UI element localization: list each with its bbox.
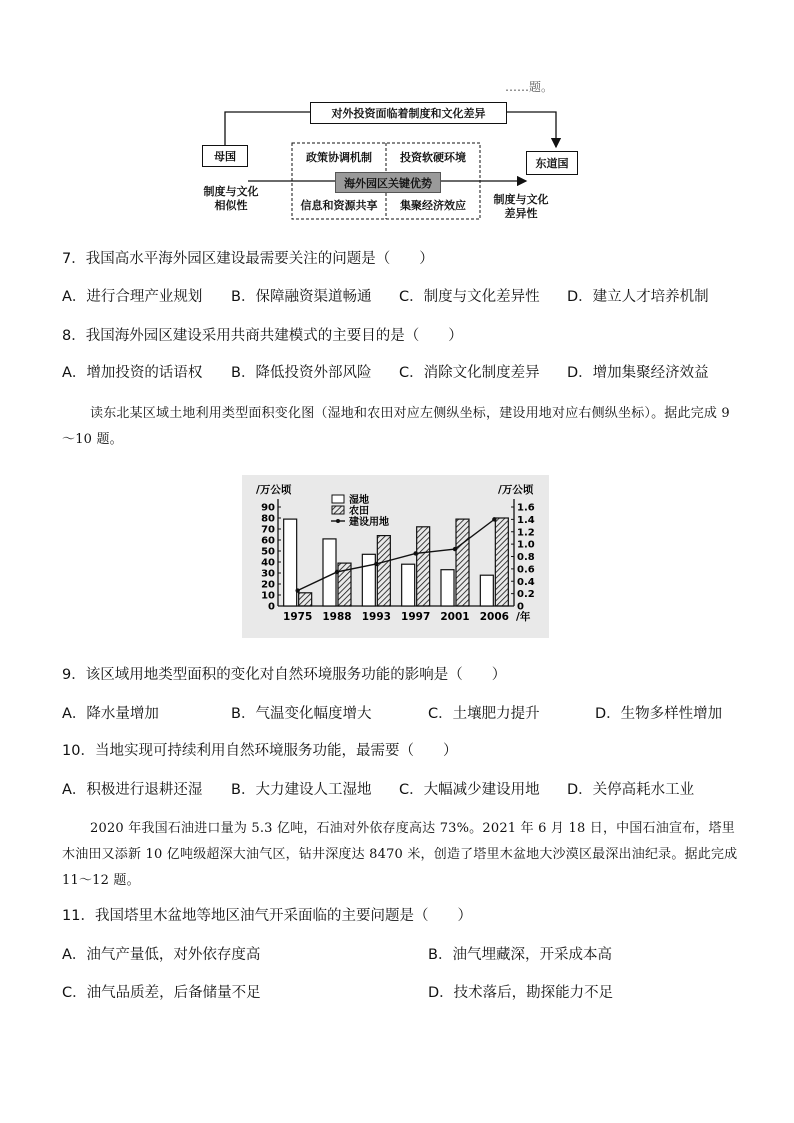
park-diagram (200, 95, 580, 225)
x-tick-label: 1997 (401, 611, 431, 623)
legend-label-farmland: 农田 (349, 506, 369, 517)
x-tick-label: 1988 (322, 611, 352, 623)
left-axis-label: /万公顷 (256, 484, 292, 496)
question-10-option-b: B．大力建设人工湿地 (231, 782, 372, 798)
question-8-option-b: B．降低投资外部风险 (231, 365, 372, 381)
diagram-left-label (200, 185, 262, 213)
question-8-stem: 8．我国海外园区建设采用共商共建模式的主要目的是（ ） (62, 328, 463, 344)
bar-wetland (480, 575, 493, 606)
point-construction-land (492, 517, 496, 521)
point-construction-land (295, 588, 299, 592)
bar-farmland (456, 519, 469, 606)
x-tick-label: 2006 (479, 611, 509, 623)
x-tick-label: 1975 (283, 611, 313, 623)
question-7-option-c: C．制度与文化差异性 (399, 289, 540, 305)
legend-label-construction: 建设用地 (349, 517, 389, 528)
diagram-right-label (490, 193, 552, 221)
diagram-cell-environment: 投资软硬环境 (400, 151, 466, 164)
question-9-option-c: C．土壤肥力提升 (428, 706, 540, 722)
question-7-option-b: B．保障融资渠道畅通 (231, 289, 372, 305)
right-axis-label: /万公顷 (498, 484, 534, 496)
question-10-option-c: C．大幅减少建设用地 (399, 782, 540, 798)
diagram-left-label-line2: 相似性 (214, 199, 248, 212)
left-tick-label: 0 (268, 601, 275, 613)
question-8-option-c: C．消除文化制度差异 (399, 365, 540, 381)
legend-marker-construction (336, 519, 340, 523)
diagram-top-box: 对外投资面临着制度和文化差异 (310, 102, 507, 124)
x-tick-label: 1993 (361, 611, 391, 623)
page-fragment: ……题。 (505, 80, 554, 94)
land-use-chart-svg (242, 475, 549, 638)
legend-swatch-wetland (332, 495, 344, 503)
passage-oil: 2020 年我国石油进口量为 5.3 亿吨，石油对外依存度高达 73%。2021 年 6 月 18 日，中国石油宣布，塔里木油田又添新 10 亿吨级超深大油气区，钻井深度达 8470 米，创造了塔里木盆地大沙漠区最深出油纪录。据此完成 11～12 题。 (62, 821, 738, 888)
left-tick-label: 70 (261, 524, 275, 536)
right-tick-label: 0.4 (517, 576, 535, 588)
right-tick-label: 0 (517, 601, 524, 613)
x-tick-label: 2001 (440, 611, 470, 623)
question-11-option-b: B．油气埋藏深，开采成本高 (428, 947, 612, 963)
point-construction-land (335, 570, 339, 574)
bar-farmland (417, 527, 430, 606)
question-7-stem: 7．我国高水平海外园区建设最需要关注的问题是（ ） (62, 251, 434, 267)
question-10-option-d: D．关停高耗水工业 (567, 782, 695, 798)
question-11-option-a: A．油气产量低，对外依存度高 (62, 947, 261, 963)
legend-label-wetland: 湿地 (349, 495, 369, 506)
right-tick-label: 0.6 (517, 564, 535, 576)
left-tick-label: 30 (261, 568, 275, 580)
right-tick-label: 0.8 (517, 552, 535, 563)
question-7-option-d: D．建立人才培养机制 (567, 289, 709, 305)
x-axis-unit: /年 (516, 611, 531, 623)
diagram-home-country: 母国 (202, 145, 248, 167)
question-9-stem: 9．该区域用地类型面积的变化对自然环境服务功能的影响是（ ） (62, 667, 507, 683)
diagram-host-country: 东道国 (526, 151, 578, 175)
left-tick-label: 80 (261, 513, 275, 525)
left-tick-label: 20 (261, 579, 275, 591)
point-construction-land (453, 547, 457, 551)
right-tick-label: 1.6 (517, 502, 535, 514)
left-tick-label: 40 (261, 557, 275, 569)
point-construction-land (413, 551, 417, 555)
bar-wetland (402, 564, 415, 606)
bar-wetland (323, 539, 336, 606)
question-11-stem: 11．我国塔里木盆地等地区油气开采面临的主要问题是（ ） (62, 908, 472, 924)
question-10-option-a: A．积极进行退耕还湿 (62, 782, 203, 798)
bar-farmland (377, 536, 390, 606)
right-tick-label: 1.0 (517, 539, 535, 551)
question-10-stem: 10．当地实现可持续利用自然环境服务功能，最需要（ ） (62, 743, 458, 759)
point-construction-land (374, 562, 378, 566)
diagram-right-label-line2: 差异性 (504, 207, 538, 220)
diagram-cell-info: 信息和资源共享 (300, 199, 378, 212)
left-tick-label: 10 (261, 590, 275, 602)
left-tick-label: 90 (261, 502, 275, 514)
bar-wetland (441, 570, 454, 606)
diagram-left-label-line1: 制度与文化 (203, 185, 259, 198)
diagram-center-box: 海外园区关键优势 (335, 172, 441, 193)
question-7-option-a: A．进行合理产业规划 (62, 289, 203, 305)
question-9-option-b: B．气温变化幅度增大 (231, 706, 372, 722)
diagram-right-label-line1: 制度与文化 (493, 193, 549, 206)
question-8-option-a: A．增加投资的话语权 (62, 365, 203, 381)
question-8-option-d: D．增加集聚经济效益 (567, 365, 709, 381)
left-tick-label: 50 (261, 546, 275, 558)
right-tick-label: 1.2 (517, 527, 535, 539)
legend-swatch-farmland (332, 506, 344, 514)
bar-wetland (362, 554, 375, 606)
right-tick-label: 0.2 (517, 589, 535, 601)
diagram-cell-policy: 政策协调机制 (306, 151, 372, 164)
passage-land-use: 读东北某区域土地利用类型面积变化图（湿地和农田对应左侧纵坐标，建设用地对应右侧纵坐标）。据此完成 9～10 题。 (62, 406, 730, 447)
right-tick-label: 1.4 (517, 514, 535, 526)
land-use-chart (242, 475, 549, 638)
bar-wetland (284, 519, 297, 606)
question-9-option-d: D．生物多样性增加 (595, 706, 723, 722)
question-11-option-c: C．油气品质差，后备储量不足 (62, 985, 261, 1001)
bar-farmland (299, 593, 312, 606)
question-9-option-a: A．降水量增加 (62, 706, 159, 722)
bar-farmland (495, 518, 508, 606)
question-11-option-d: D．技术落后，勘探能力不足 (428, 985, 614, 1001)
diagram-cell-agglomeration: 集聚经济效应 (400, 199, 466, 212)
left-tick-label: 60 (261, 535, 275, 547)
